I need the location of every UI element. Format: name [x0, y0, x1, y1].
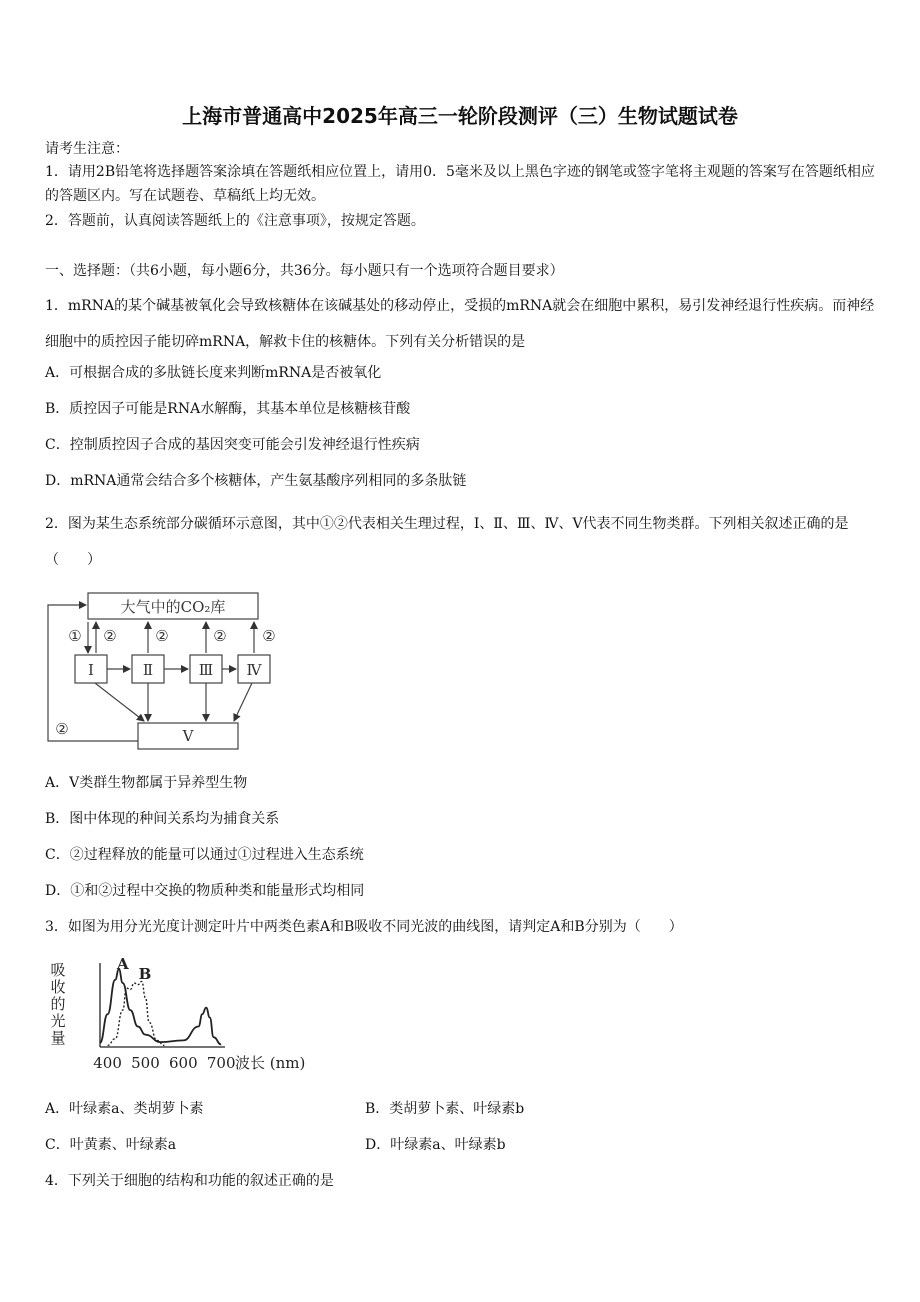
carbon-cycle-diagram [40, 585, 290, 755]
y-axis-label-char: 吸 [50, 961, 66, 979]
x-tick-label: 400 [93, 1054, 122, 1072]
y-axis-label-char: 量 [50, 1029, 66, 1047]
q1-option-b: B．质控因子可能是RNA水解酶，其基本单位是核糖核苷酸 [45, 401, 411, 417]
series-b-label: B [138, 964, 152, 983]
q2-option-c: C．②过程释放的能量可以通过①过程进入生态系统 [45, 847, 364, 863]
absorption-chart [40, 955, 320, 1080]
process-label-2e: ② [55, 720, 69, 738]
q1-option-a: A．可根据合成的多肽链长度来判断mRNA是否被氧化 [45, 365, 382, 381]
process-label-2a: ② [103, 627, 117, 645]
process-label-2d: ② [262, 627, 276, 645]
q1-stem: 1．mRNA的某个碱基被氧化会导致核糖体在该碱基处的移动停止，受损的mRNA就会在细胞中累积，易引发神经退行性疾病。而神经细胞中的质控因子能切碎mRNA，解救卡住的核糖体。下列有关分析错误的是 [45, 298, 875, 350]
co2-pool-label: 大气中的CO₂库 [120, 598, 226, 616]
process-label-2b: ② [155, 627, 169, 645]
node-label-1: Ⅰ [88, 661, 94, 679]
q2-option-b: B．图中体现的种间关系均为捕食关系 [45, 811, 280, 827]
process-label-2c: ② [213, 627, 227, 645]
q3-option-a: A．叶绿素a、类胡萝卜素 [45, 1101, 204, 1117]
q4-stem: 4．下列关于细胞的结构和功能的叙述正确的是 [45, 1173, 334, 1189]
section-heading: 一、选择题：（共6小题，每小题6分，共36分。每小题只有一个选项符合题目要求） [45, 263, 564, 279]
node-label-4: Ⅳ [246, 661, 262, 679]
page-title: 上海市普通高中2025年高三一轮阶段测评（三）生物试题试卷 [182, 104, 738, 128]
q1-option-c: C．控制质控因子合成的基因突变可能会引发神经退行性疾病 [45, 437, 420, 453]
series-b-curve [108, 981, 165, 1045]
q1-option-d: D．mRNA通常会结合多个核糖体，产生氨基酸序列相同的多条肽链 [45, 473, 467, 489]
x-tick-label: 700 [206, 1054, 236, 1072]
node-label-5: Ⅴ [182, 727, 194, 745]
series-a-label: A [117, 955, 129, 973]
q2-option-d: D．①和②过程中交换的物质种类和能量形式均相同 [45, 883, 365, 899]
notice-item-2: 2．答题前，认真阅读答题纸上的《注意事项》，按规定答题。 [45, 213, 425, 229]
q3-option-d: D．叶绿素a、叶绿素b [365, 1137, 506, 1153]
q3-option-c: C．叶黄素、叶绿素a [45, 1137, 177, 1153]
notice-item-1: 1．请用2B铅笔将选择题答案涂填在答题纸相应位置上，请用0．5毫米及以上黑色字迹的钢笔或签字笔将主观题的答案写在答题纸相应的答题区内。写在试题卷、草稿纸上均无效。 [45, 164, 875, 204]
node-label-3: Ⅲ [198, 661, 214, 679]
process-label-1: ① [68, 627, 82, 645]
y-axis-label-char: 收 [50, 978, 66, 996]
q3-stem: 3．如图为用分光光度计测定叶片中两类色素A和B吸收不同光波的曲线图，请判定A和B分别为（ ） [45, 919, 683, 935]
notice-heading: 请考生注意： [45, 141, 129, 157]
q2-stem: 2．图为某生态系统部分碳循环示意图，其中①②代表相关生理过程，Ⅰ、Ⅱ、Ⅲ、Ⅳ、Ⅴ代表不同生物类群。下列相关叙述正确的是（ ） [45, 516, 849, 568]
x-tick-label: 500 [131, 1054, 160, 1072]
q2-option-a: A．Ⅴ类群生物都属于异养型生物 [45, 775, 248, 791]
q3-option-b: B．类胡萝卜素、叶绿素b [365, 1101, 525, 1117]
y-axis-label-char: 的 [50, 995, 66, 1013]
node-label-2: Ⅱ [142, 661, 154, 679]
x-axis-label: 波长 (nm) [235, 1054, 306, 1072]
x-tick-label: 600 [169, 1054, 198, 1072]
y-axis-label-char: 光 [50, 1012, 66, 1030]
